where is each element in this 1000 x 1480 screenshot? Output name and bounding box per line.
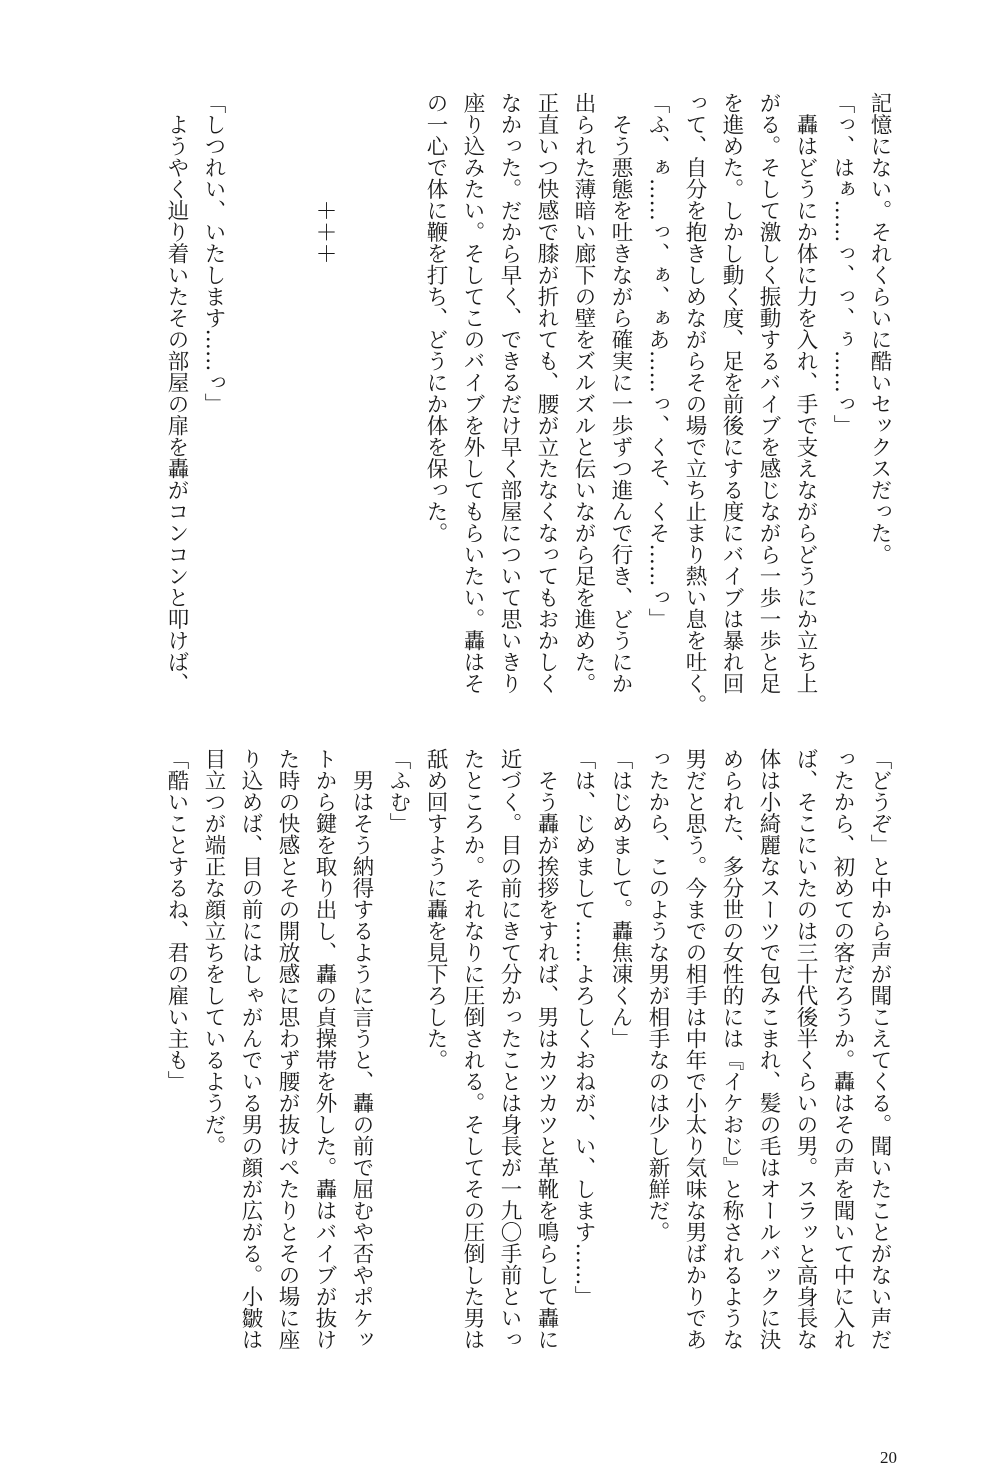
text-column: を進めた。しかし動く度、足を前後にする度にバイブは暴れ回	[719, 92, 744, 694]
text-column: の一心で体に鞭を打ち、どうにか体を保った。	[423, 92, 448, 544]
text-column: ようやく辿り着いたその部屋の扉を轟がコンコンと叩けば、	[164, 92, 189, 694]
text-column: 正直いつ快感で膝が折れても、腰が立たなくなってもおかしく	[534, 92, 559, 694]
text-column: 近づく。目の前にきて分かったことは身長が一九〇手前といっ	[497, 748, 522, 1350]
text-column: 記憶にない。それくらいに酷いセックスだった。	[867, 92, 892, 565]
text-column: そう悪態を吐きながら確実に一歩ずつ進んで行き、どうにか	[608, 92, 633, 694]
text-column: トから鍵を取り出し、轟の貞操帯を外した。轟はバイブが抜け	[312, 748, 337, 1350]
text-column: り込めば、目の前にはしゃがんでいる男の顔が広がる。小皺は	[238, 748, 263, 1350]
top-text-block	[158, 92, 898, 716]
bottom-text-block	[158, 748, 898, 1388]
text-column: 座り込みたい。そしてこのバイブを外してもらいたい。轟はそ	[460, 92, 485, 694]
text-column: 「はじめまして。轟焦凍くん」	[608, 748, 633, 1049]
text-column: ば、そこにいたのは三十代後半くらいの男。スラッと高身長な	[793, 748, 818, 1350]
text-column: 「ふ、ぁ……っ、ぁ、ぁあ……っ、くそ、くそ……っ」	[645, 92, 670, 630]
text-column: ったから、このような男が相手なのは少し新鮮だ。	[645, 748, 670, 1243]
text-column: 「どうぞ」と中から声が聞こえてくる。聞いたことがない声だ	[867, 748, 892, 1350]
text-column: 男だと思う。今までの相手は中年で小太り気味な男ばかりであ	[682, 748, 707, 1350]
text-column: ったから、初めての客だろうか。轟はその声を聞いて中に入れ	[830, 748, 855, 1350]
text-column: なかった。だから早く、できるだけ早く部屋について思いきり	[497, 92, 522, 694]
text-column	[380, 92, 417, 702]
text-column: 体は小綺麗なスーツで包みこまれ、髪の毛はオールバックに決	[756, 748, 781, 1350]
text-column: 出られた薄暗い廊下の壁をズルズルと伝いながら足を進めた。	[571, 92, 596, 694]
text-column: た時の快感とその開放感に思わず腰が抜けぺたりとその場に座	[275, 748, 300, 1350]
text-column: って、自分を抱きしめながらその場で立ち止まり熱い息を吐く。	[682, 92, 707, 716]
text-column	[269, 92, 306, 702]
text-column: 「酷いことするね、君の雇い主も」	[164, 748, 189, 1092]
text-column: 「は、じめまして……よろしくおねが、い、します……」	[571, 748, 596, 1307]
text-column: 「っ、はぁ……っ、っ、ぅ……っ」	[830, 92, 855, 436]
page-number: 20	[880, 1448, 897, 1467]
text-column: 目立つが端正な顔立ちをしているようだ。	[201, 748, 226, 1157]
text-column: 「ふむ」	[386, 748, 411, 834]
text-column: められた、多分世の女性的には『イケおじ』と称されるような	[719, 748, 744, 1350]
text-column: 男はそう納得するように言うと、轟の前で屈むや否やポケッ	[349, 748, 374, 1350]
text-column	[343, 92, 380, 702]
text-column: 舐め回すように轟を見下ろした。	[423, 748, 448, 1071]
text-column: そう轟が挨拶をすれば、男はカツカツと革靴を鳴らして轟に	[534, 748, 559, 1350]
text-column: ＋＋＋	[312, 92, 337, 264]
text-column: たところか。それなりに圧倒される。そしてその圧倒した男は	[460, 748, 485, 1350]
text-column: 「しつれい、いたします……っ」	[201, 92, 226, 415]
text-column: 轟はどうにか体に力を入れ、手で支えながらどうにか立ち上	[793, 92, 818, 694]
text-column	[232, 92, 269, 702]
text-column: がる。そして激しく振動するバイブを感じながら一歩一歩と足	[756, 92, 781, 694]
